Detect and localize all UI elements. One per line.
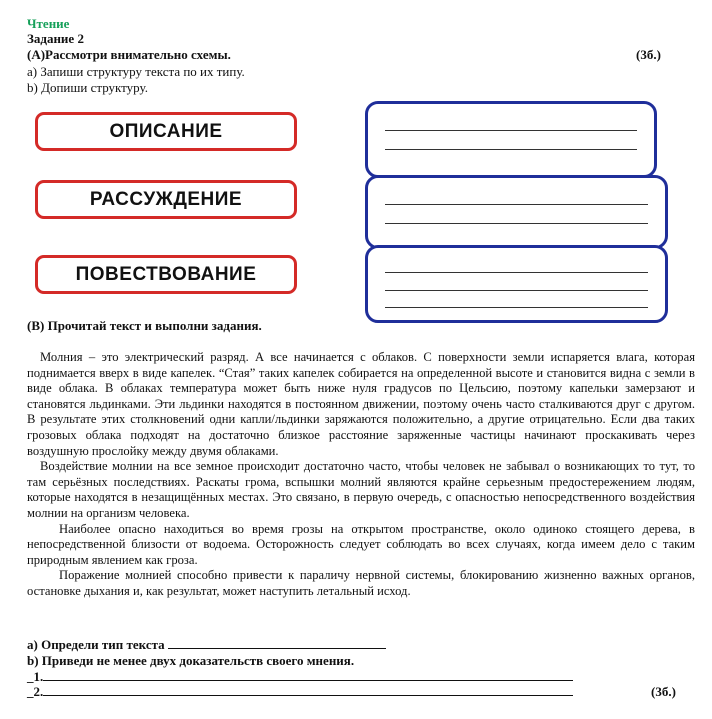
question-b: b) Приведи не менее двух доказательств своего мнения. [27,653,355,668]
answer-line [385,272,648,273]
answer-line [385,149,637,150]
answer-line [385,290,648,291]
answer-item-1 [27,669,573,685]
answer-item-1-label: _1. [27,669,44,684]
structure-box-narration[interactable] [365,245,668,323]
instruction-a: а) Запиши структуру текста по их типу. [27,64,245,79]
structure-box-description[interactable] [365,101,657,178]
answer-line [385,307,648,308]
part-b-score: (3б.) [651,684,676,699]
paragraph: Молния – это электрический разряд. А все начинается с облаков. С поверхности земли испаряется влага, которая поднимается вверх в виде капелек. “Стая” таких капелек собирается на определенной высоте и становится видна с земли в виде облака. В облаках температура может быть ниже нуля градусов по Цельсию, поэтому капельки замерзают и становятся льдинками. Эти льдинки находятся в постоянном движении, поэтому очень часто сталкиваются друг с другом. В результате этих столкновений одни капли/льдинки заряжаются положительно, а другие отрицательно. Если два таких грозовых облака подходят на достаточно близкое расстояние заряженные частицы начинают проскакивать через воздушную прослойку между двумя облаками. [27,350,695,458]
text-type-description: ОПИСАНИЕ [35,112,297,151]
answer-line [385,223,648,224]
text-type-reasoning: РАССУЖДЕНИЕ [35,180,297,219]
part-b-title: (В) Прочитай текст и выполни задания. [27,318,262,333]
answer-line [385,130,637,131]
paragraph: Воздействие молнии на все земное происходит достаточно часто, чтобы человек не забывал о возникающих то тут, то там серьёзных последствиях. Раскаты грома, вспышки молний являются крайне серьезным предостережением людям, которые находятся в незащищённых местах. Это связано, в первую очередь, с опасностью непосредственного воздействия молнии на организм человека. [27,459,695,520]
answer-item-1-line[interactable] [43,669,573,681]
paragraph: Наиболее опасно находиться во время грозы на открытом пространстве, около одиноко стоящего дерева, в непосредственной близости от водоема. Осторожность следует соблюдать во всех случаях, когда имеем дело с таким природным явлением как гроза. [27,521,695,567]
text-type-narration: ПОВЕСТВОВАНИЕ [35,255,297,294]
answer-item-2-line[interactable] [43,684,573,696]
answer-item-2-label: _2. [27,684,44,699]
question-a-label: а) Определи тип текста [27,637,165,652]
answer-item-2 [27,684,573,700]
question-a-answer-line[interactable] [168,637,386,649]
section-label: Чтение [27,16,70,31]
instruction-b: b) Допиши структуру. [27,80,148,95]
question-a [27,637,386,653]
part-a-title: (А)Рассмотри внимательно схемы. [27,47,231,62]
structure-box-reasoning[interactable] [365,175,668,249]
paragraph: Поражение молнией способно привести к параличу нервной системы, блокированию жизненно важных органов, остановке дыхания и, как результат, может наступить летальный исход. [27,568,695,598]
task-title: Задание 2 [27,31,84,46]
answer-line [385,204,648,205]
part-a-score: (3б.) [636,47,661,62]
reading-text [27,350,695,600]
